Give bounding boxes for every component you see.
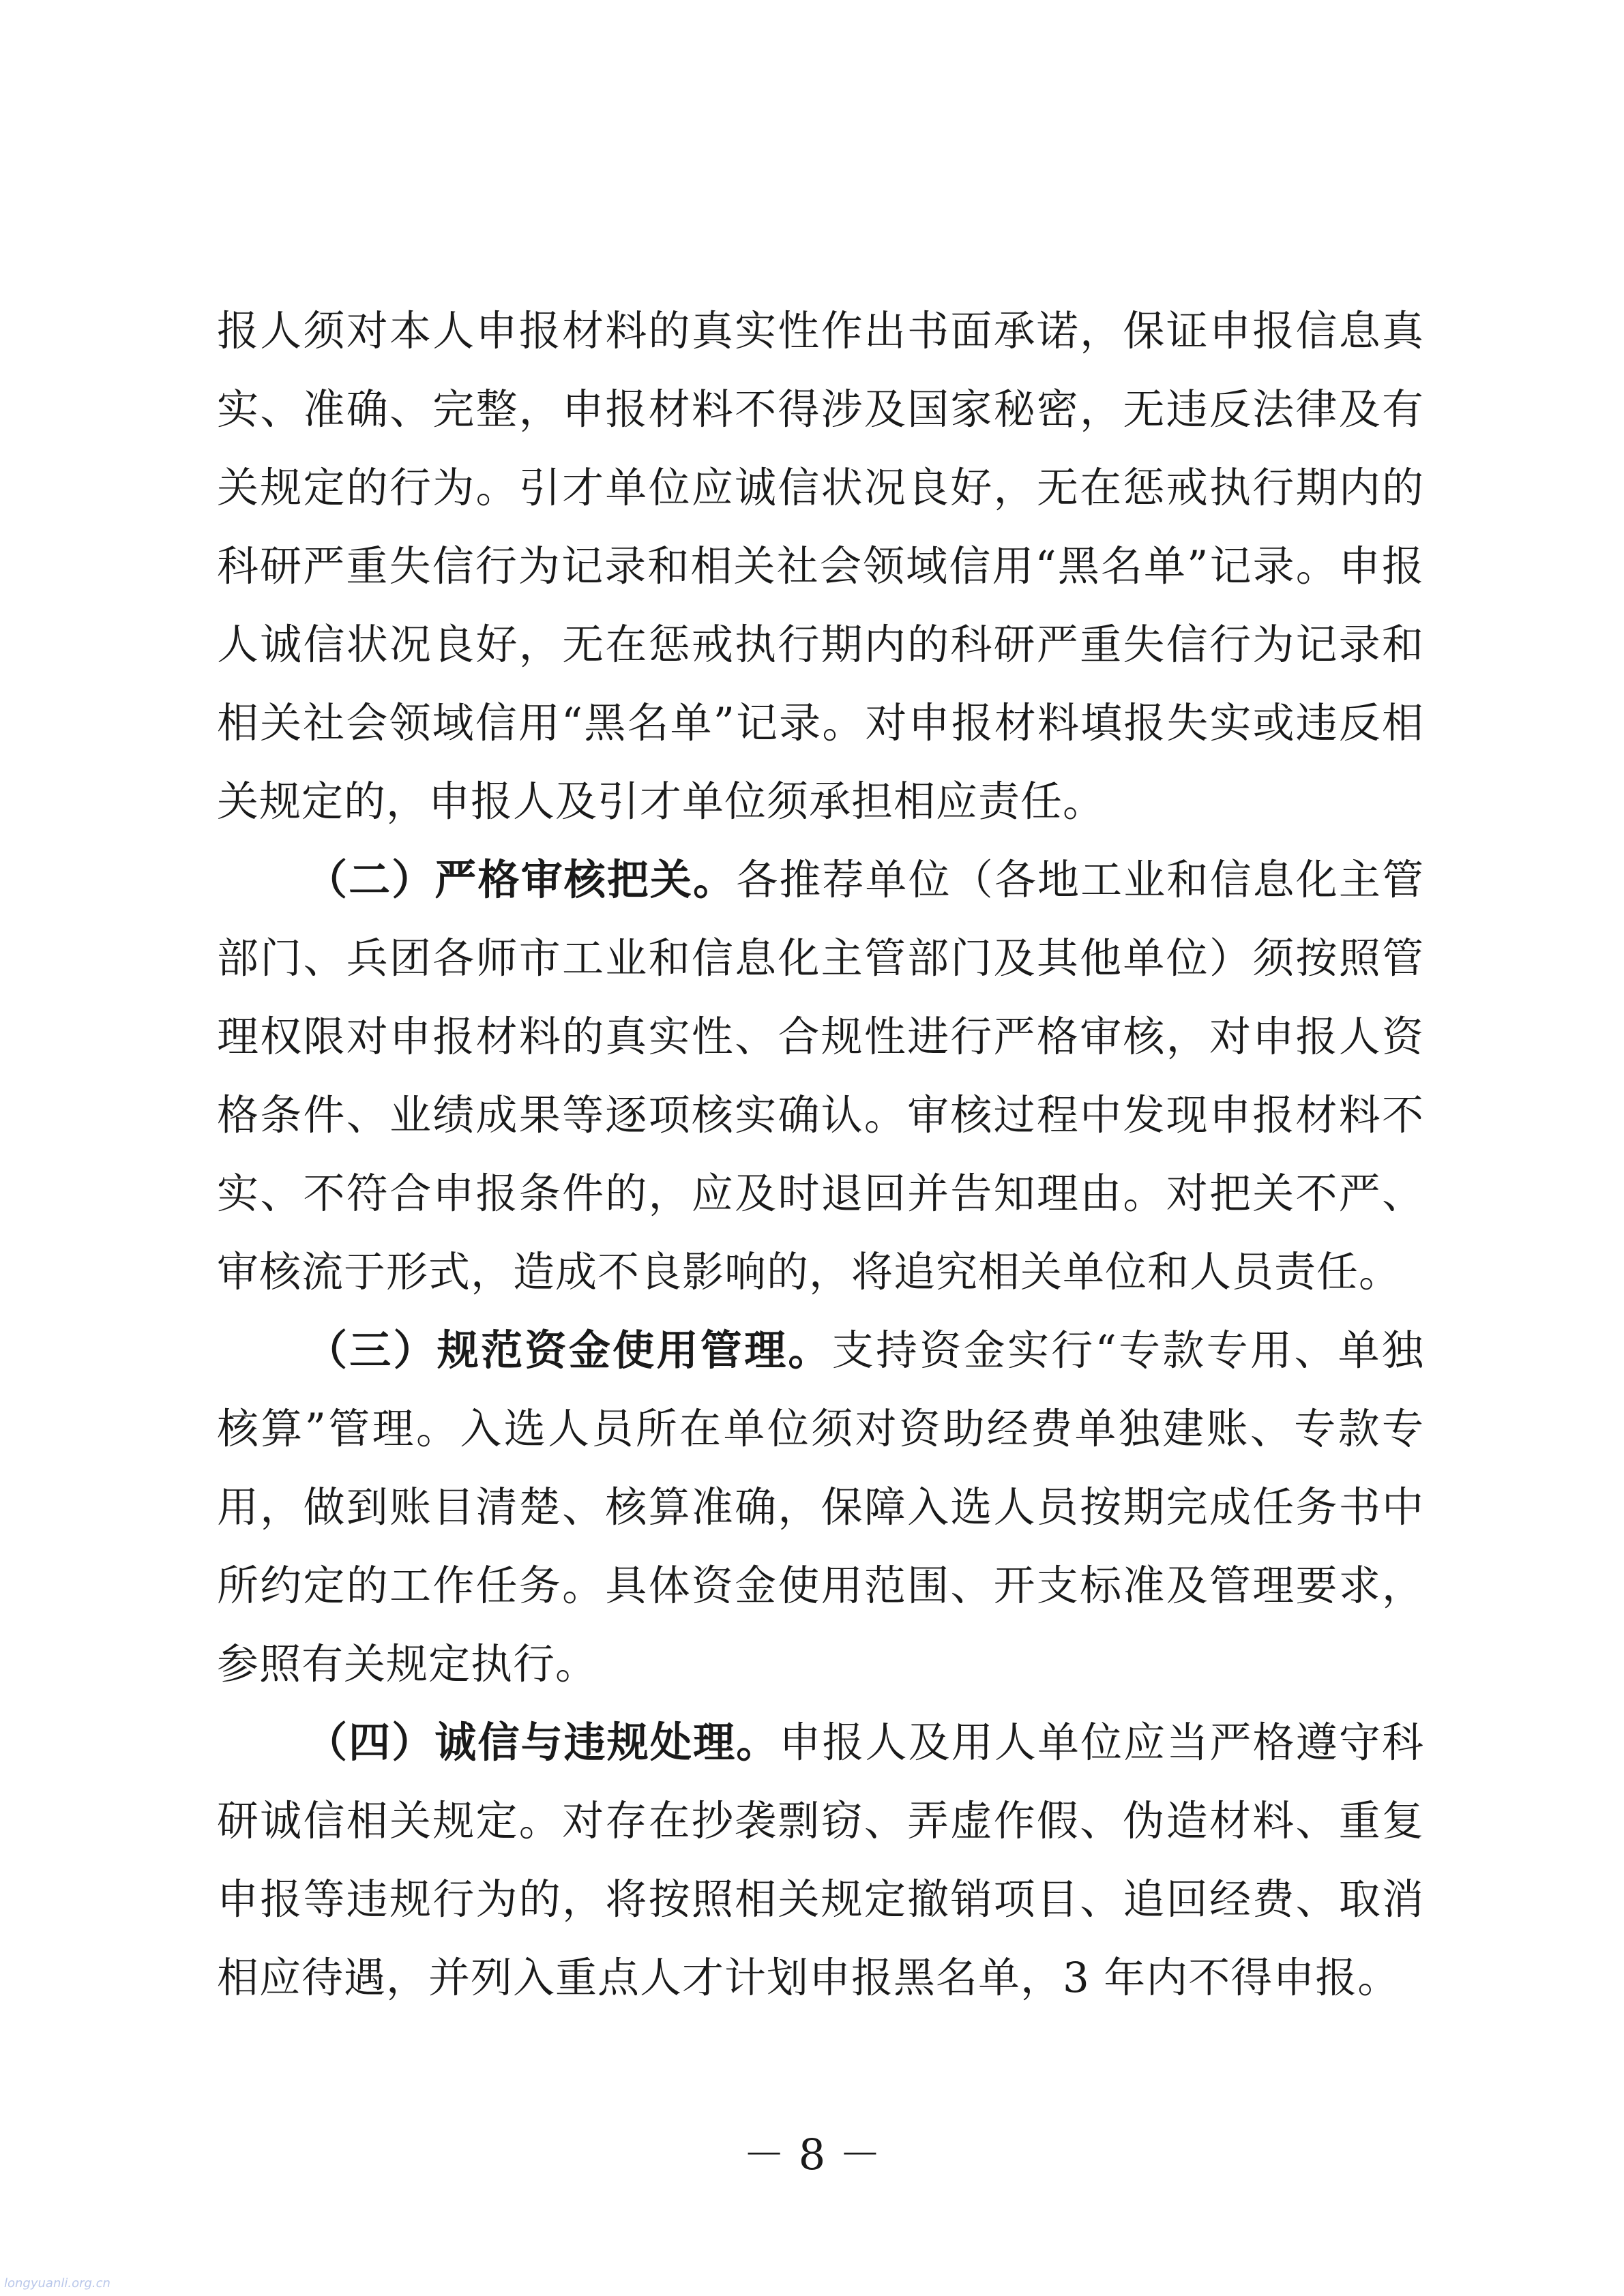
text-line: 科研严重失信行为记录和相关社会领域信用“黑名单”记录。申报 bbox=[217, 542, 1424, 591]
watermark: longyuanli.org.cn bbox=[4, 2276, 110, 2291]
text-run: 支持资金实行“专款专用、单独 bbox=[831, 1326, 1424, 1375]
text-line: 所约定的工作任务。具体资金使用范围、开支标准及管理要求， bbox=[217, 1562, 1424, 1610]
paragraph-3 bbox=[217, 1311, 1424, 1703]
text-line: 相关社会领域信用“黑名单”记录。对申报材料填报失实或违反相 bbox=[217, 699, 1424, 747]
section-heading: （二）严格审核把关。 bbox=[306, 856, 737, 904]
text-line: 相应待遇，并列入重点人才计划申报黑名单，3 年内不得申报。 bbox=[217, 1954, 1400, 2002]
paragraph-1 bbox=[217, 292, 1424, 841]
text-run: 各推荐单位（各地工业和信息化主管 bbox=[736, 856, 1424, 904]
text-line: 关规定的行为。引才单位应诚信状况良好，无在惩戒执行期内的 bbox=[217, 464, 1424, 512]
text-line: 人诚信状况良好，无在惩戒执行期内的科研严重失信行为记录和 bbox=[217, 621, 1424, 669]
text-line: 审核流于形式，造成不良影响的，将追究相关单位和人员责任。 bbox=[217, 1248, 1402, 1296]
text-line: 用，做到账目清楚、核算准确，保障入选人员按期完成任务书中 bbox=[217, 1483, 1424, 1532]
page-number: － 8 － bbox=[743, 2130, 881, 2179]
text-line: 报人须对本人申报材料的真实性作出书面承诺，保证申报信息真 bbox=[217, 307, 1424, 355]
document-body bbox=[217, 292, 1424, 2017]
text-line: 研诚信相关规定。对存在抄袭剽窃、弄虚作假、伪造材料、重复 bbox=[217, 1797, 1424, 1845]
text-line: 申报等违规行为的，将按照相关规定撤销项目、追回经费、取消 bbox=[217, 1875, 1424, 1924]
section-heading: （三）规范资金使用管理。 bbox=[306, 1326, 832, 1375]
text-line: 实、不符合申报条件的，应及时退回并告知理由。对把关不严、 bbox=[217, 1169, 1424, 1218]
text-line: 部门、兵团各师市工业和信息化主管部门及其他单位）须按照管 bbox=[217, 934, 1424, 983]
text-line: 参照有关规定执行。 bbox=[217, 1640, 598, 1688]
text-line: 实、准确、完整，申报材料不得涉及国家秘密，无违反法律及有 bbox=[217, 385, 1424, 434]
section-heading: （四）诚信与违规处理。 bbox=[306, 1718, 780, 1767]
text-line bbox=[217, 1311, 1424, 1390]
text-line bbox=[217, 841, 1424, 919]
text-line bbox=[217, 1703, 1424, 1782]
text-line: 关规定的，申报人及引才单位须承担相应责任。 bbox=[217, 777, 1106, 826]
text-run: 申报人及用人单位应当严格遵守科 bbox=[779, 1718, 1424, 1767]
text-line: 核算”管理。入选人员所在单位须对资助经费单独建账、专款专 bbox=[217, 1405, 1424, 1453]
text-line: 格条件、业绩成果等逐项核实确认。审核过程中发现申报材料不 bbox=[217, 1091, 1424, 1139]
paragraph-4 bbox=[217, 1703, 1424, 2017]
paragraph-2 bbox=[217, 841, 1424, 1311]
text-line: 理权限对申报材料的真实性、合规性进行严格审核，对申报人资 bbox=[217, 1013, 1424, 1061]
